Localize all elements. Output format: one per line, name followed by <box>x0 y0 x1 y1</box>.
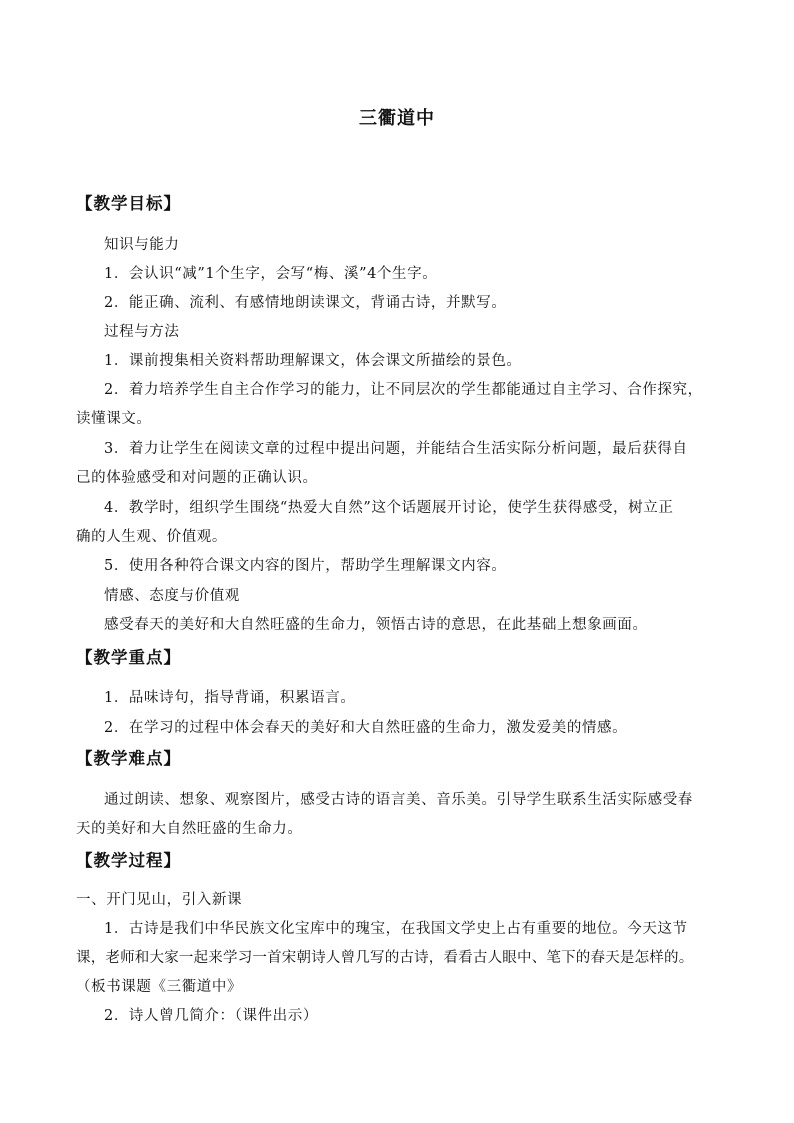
process-line-3: 课，老师和大家一起来学习一首宋朝诗人曾几写的古诗，看看古人眼中、笔下的春天是怎样的。 <box>76 950 694 966</box>
goals-line-2: 1．会认识“减”1个生字，会写“梅、溪”4个生字。 <box>104 266 438 282</box>
heading-difficulties: 【教学难点】 <box>76 749 181 768</box>
goals-line-4: 过程与方法 <box>104 324 180 340</box>
difficulties-line-2: 天的美好和大自然旺盛的生命力。 <box>76 821 303 837</box>
goals-line-6: 2．着力培养学生自主合作学习的能力，让不同层次的学生都能通过自主学习、合作探究， <box>104 382 703 398</box>
goals-line-10: 4．教学时，组织学生围绕“热爱大自然”这个话题展开讨论，使学生获得感受，树立正 <box>104 500 674 516</box>
goals-line-13: 情感、态度与价值观 <box>104 588 240 604</box>
goals-line-8: 3．着力让学生在阅读文章的过程中提出问题，并能结合生活实际分析问题，最后获得自 <box>104 441 688 457</box>
goals-line-11: 确的人生观、价值观。 <box>76 529 227 545</box>
goals-line-9: 己的体验感受和对问题的正确认识。 <box>76 470 318 486</box>
process-line-1: 一、开门见山，引入新课 <box>76 892 243 908</box>
document-title: 三衢道中 <box>359 108 435 129</box>
goals-line-3: 2．能正确、流利、有感情地朗读课文，背诵古诗，并默写。 <box>104 295 507 311</box>
goals-line-7: 读懂课文。 <box>76 411 152 427</box>
goals-line-5: 1．课前搜集相关资料帮助理解课文，体会课文所描绘的景色。 <box>104 353 522 369</box>
heading-teaching-process: 【教学过程】 <box>76 851 181 870</box>
process-line-2: 1．古诗是我们中华民族文化宝库中的瑰宝，在我国文学史上占有重要的地位。今天这节 <box>104 921 688 937</box>
goals-line-12: 5．使用各种符合课文内容的图片，帮助学生理解课文内容。 <box>104 558 507 574</box>
process-line-5: 2．诗人曾几简介：（课件出示） <box>104 1008 318 1024</box>
goals-line-1: 知识与能力 <box>104 237 180 253</box>
heading-key-points: 【教学重点】 <box>76 648 181 667</box>
process-line-4: （板书课题《三衢道中》 <box>76 979 243 995</box>
key-points-line-1: 1．品味诗句，指导背诵，积累语言。 <box>104 690 356 706</box>
key-points-line-2: 2．在学习的过程中体会春天的美好和大自然旺盛的生命力，激发爱美的情感。 <box>104 720 628 736</box>
heading-teaching-goals: 【教学目标】 <box>76 194 181 213</box>
difficulties-line-1: 通过朗读、想象、观察图片，感受古诗的语言美、音乐美。引导学生联系生活实际感受春 <box>104 792 693 808</box>
goals-line-14: 感受春天的美好和大自然旺盛的生命力，领悟古诗的意思，在此基础上想象画面。 <box>104 617 648 633</box>
